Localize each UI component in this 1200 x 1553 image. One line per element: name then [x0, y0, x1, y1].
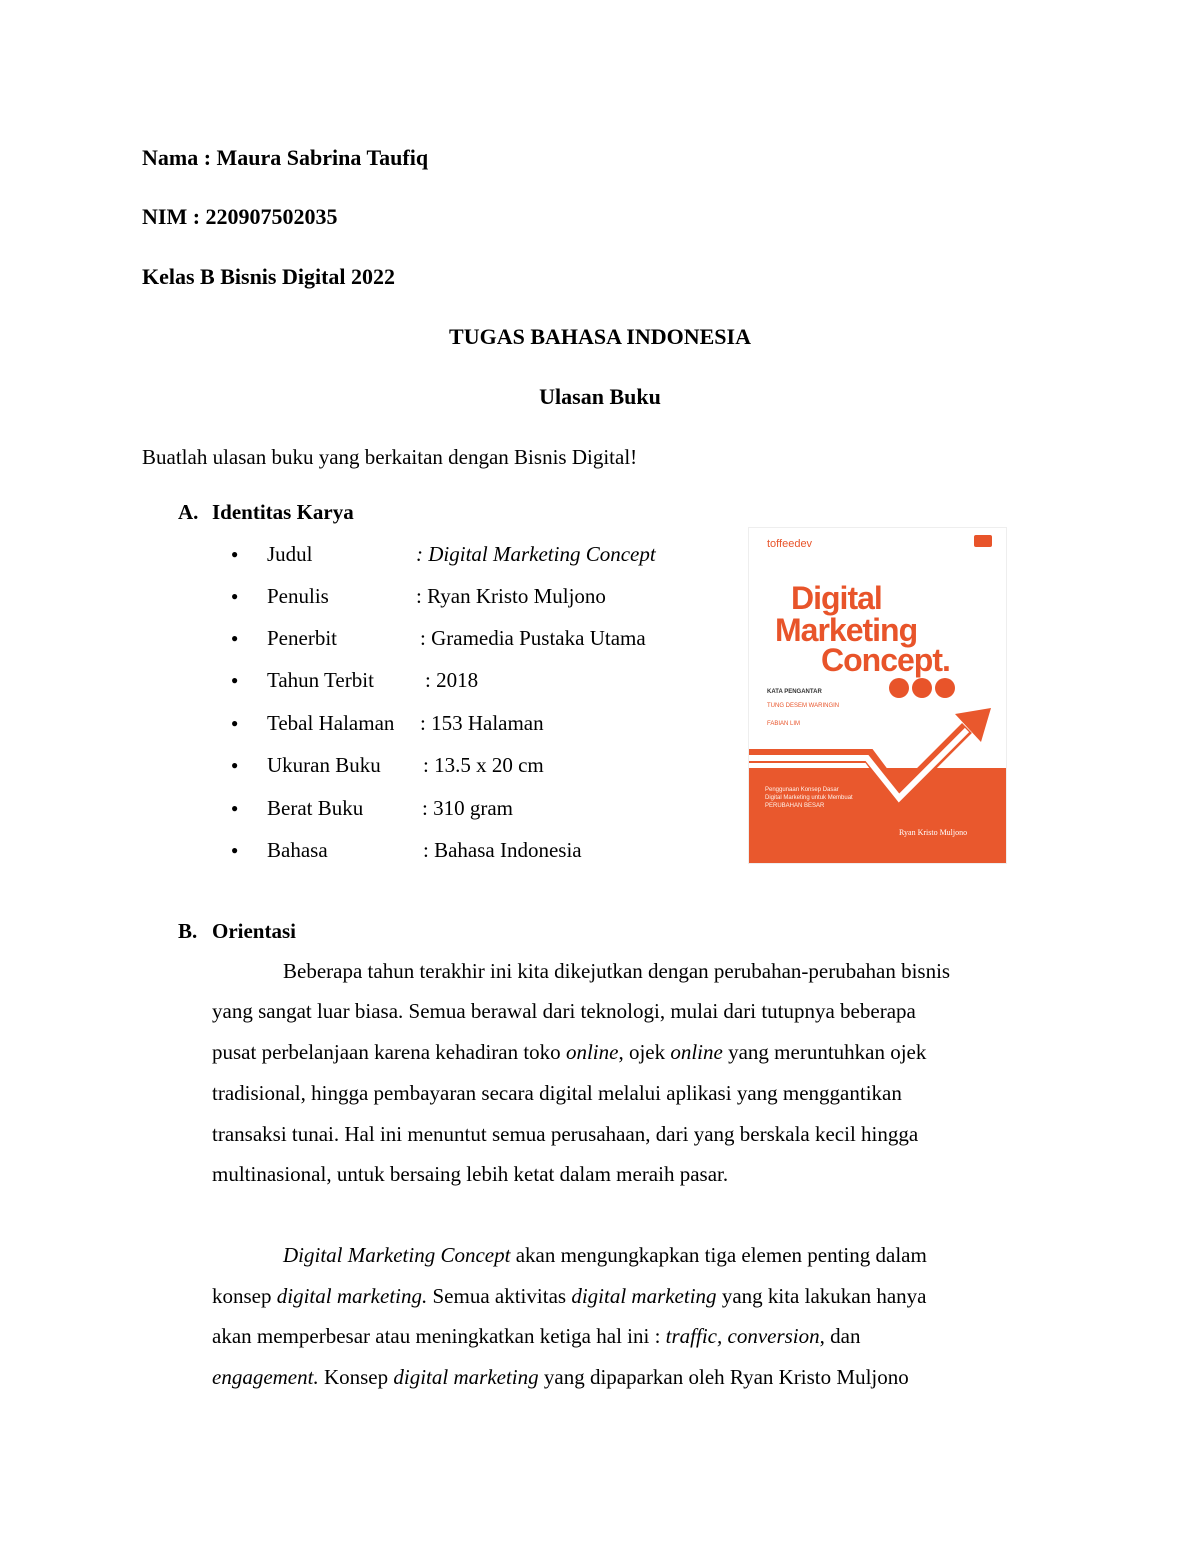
- text-run-italic: online: [565, 1040, 619, 1064]
- text-run: akan mengungkapkan tiga elemen penting dalam: [510, 1243, 927, 1267]
- item-label: Bahasa: [267, 838, 328, 862]
- text-run-italic: digital marketing: [571, 1284, 717, 1308]
- paragraph-line: tradisional, hingga pembayaran secara digital melalui aplikasi yang menggantikan: [212, 1081, 902, 1105]
- item-value: : 2018: [425, 668, 479, 692]
- student-nim: NIM : 220907502035: [142, 204, 338, 229]
- section-a-title: Identitas Karya: [212, 500, 354, 524]
- item-label: Ukuran Buku: [267, 753, 381, 777]
- text-run-italic: online: [670, 1040, 723, 1064]
- document-title: TUGAS BAHASA INDONESIA: [449, 324, 751, 349]
- bullet-icon: ●: [231, 547, 239, 561]
- instruction-text: Buatlah ulasan buku yang berkaitan dengan Bisnis Digital!: [142, 445, 638, 469]
- cover-title-line-2: Marketing: [775, 612, 918, 648]
- paragraph-line: Beberapa tahun terakhir ini kita dikejutkan dengan perubahan-perubahan bisnis: [283, 959, 951, 983]
- paragraph-line: yang sangat luar biasa. Semua berawal dari teknologi, mulai dari tutupnya beberapa: [212, 999, 916, 1023]
- cover-kata-pengantar: KATA PENGANTAR: [767, 689, 822, 695]
- cover-title-line-3: Concept.: [821, 642, 950, 678]
- section-a-heading: [178, 499, 354, 525]
- bullet-icon: ●: [231, 589, 239, 603]
- bullet-icon: ●: [231, 716, 239, 730]
- text-run: Konsep: [318, 1365, 394, 1389]
- bullet-icon: ●: [231, 631, 239, 645]
- text-run-italic: digital marketing.: [276, 1284, 428, 1308]
- text-run: konsep: [212, 1284, 277, 1308]
- item-label: Penulis: [267, 584, 329, 608]
- bullet-icon: ●: [231, 843, 239, 857]
- text-run-italic: digital marketing: [393, 1365, 539, 1389]
- paragraph-line: [212, 1283, 927, 1309]
- cover-tagline: Penggunaan Konsep Dasar Digital Marketing untuk Membuat PERUBAHAN BESAR: [765, 787, 853, 809]
- text-run-italic: engagement.: [212, 1365, 319, 1389]
- cover-contributor-2: FABIAN LIM: [767, 721, 801, 727]
- item-value: : Digital Marketing Concept: [416, 542, 656, 566]
- item-value: : 153 Halaman: [420, 711, 544, 735]
- item-value: : Gramedia Pustaka Utama: [420, 626, 646, 650]
- paragraph-line: [212, 1323, 860, 1349]
- text-run: akan memperbesar atau meningkatkan ketiga hal ini :: [212, 1324, 666, 1348]
- text-run: yang meruntuhkan ojek: [722, 1040, 927, 1064]
- bullet-icon: ●: [231, 673, 239, 687]
- item-value: : 310 gram: [422, 796, 513, 820]
- bullet-icon: ●: [231, 758, 239, 772]
- section-b-letter: B.: [178, 919, 198, 943]
- section-b-heading: [178, 918, 296, 944]
- paragraph-line: transaksi tunai. Hal ini menuntut semua perusahaan, dari yang berskala kecil hingga: [212, 1122, 919, 1146]
- bullet-icon: ●: [231, 801, 239, 815]
- item-value: : Ryan Kristo Muljono: [416, 584, 606, 608]
- cover-author: Ryan Kristo Muljono: [899, 828, 968, 837]
- book-cover-image: [748, 527, 1007, 864]
- item-label: Tebal Halaman: [267, 711, 395, 735]
- text-run: pusat perbelanjaan karena kehadiran toko: [212, 1040, 566, 1064]
- document-subtitle: Ulasan Buku: [539, 384, 661, 409]
- paragraph-line: [212, 1364, 909, 1390]
- section-a-letter: A.: [178, 500, 199, 524]
- item-value: : 13.5 x 20 cm: [423, 753, 544, 777]
- text-run-italic: traffic, conversion: [665, 1324, 820, 1348]
- section-b-title: Orientasi: [212, 919, 296, 943]
- item-label: Berat Buku: [267, 796, 364, 820]
- cover-contributor-1: TUNG DESEM WARINGIN: [767, 703, 840, 709]
- cover-publisher: toffeedev: [767, 538, 813, 550]
- item-label: Judul: [267, 542, 313, 566]
- text-run: , dan: [819, 1324, 861, 1348]
- item-label: Tahun Terbit: [267, 668, 374, 692]
- item-value: : Bahasa Indonesia: [423, 838, 582, 862]
- text-run: yang kita lakukan hanya: [716, 1284, 927, 1308]
- text-run-italic: Digital Marketing Concept: [283, 1243, 511, 1267]
- paragraph-line: multinasional, untuk bersaing lebih ketat dalam meraih pasar.: [212, 1162, 729, 1186]
- paragraph-line: [212, 1039, 926, 1065]
- growth-arrow-cutout-icon: [749, 528, 1006, 863]
- cover-title-line-1: Digital: [791, 580, 882, 616]
- text-run: , ojek: [618, 1040, 671, 1064]
- text-run: Semua aktivitas: [427, 1284, 572, 1308]
- paragraph-line: [283, 1242, 927, 1268]
- student-class: Kelas B Bisnis Digital 2022: [142, 264, 396, 289]
- student-name: Nama : Maura Sabrina Taufiq: [142, 145, 429, 170]
- text-run: yang dipaparkan oleh Ryan Kristo Muljono: [538, 1365, 909, 1389]
- item-label: Penerbit: [267, 626, 337, 650]
